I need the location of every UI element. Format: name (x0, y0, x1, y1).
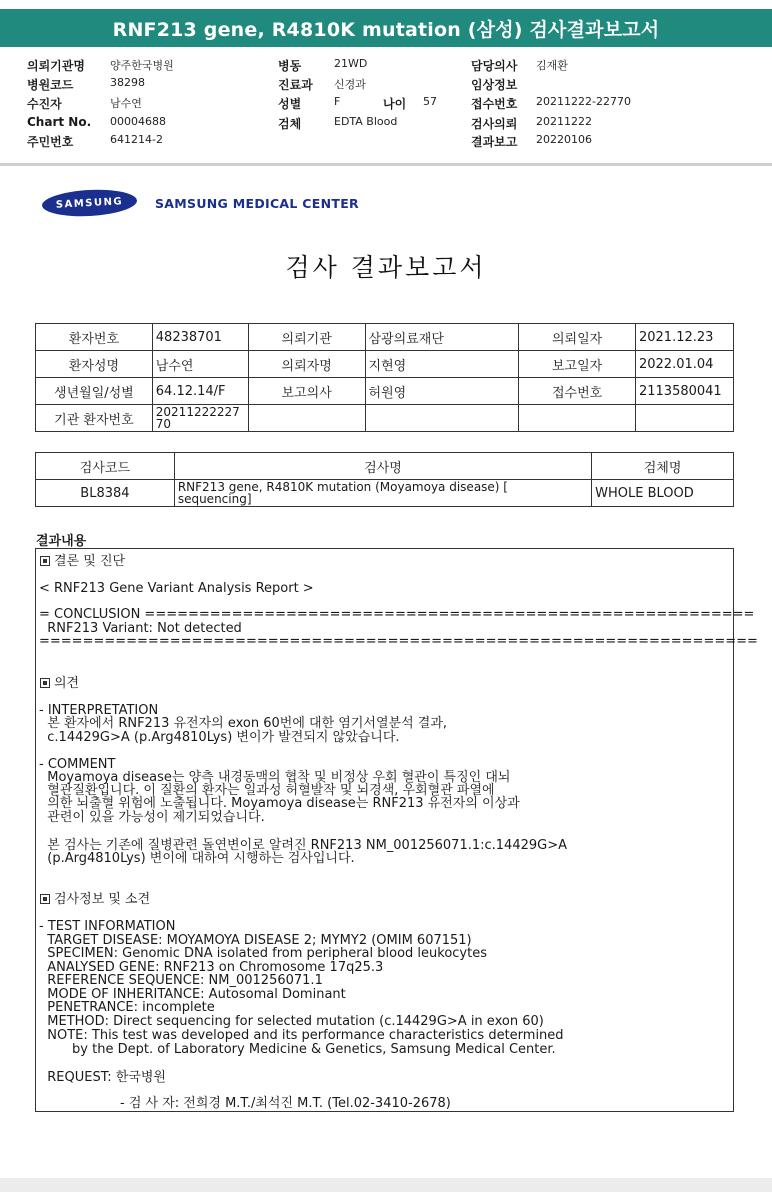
info-label: 검체 (278, 117, 302, 131)
text-line: 관련이 있을 가능성이 제기되었습니다. (39, 810, 265, 825)
report-title-text: RNF213 gene, R4810K mutation (삼성) 검사결과보고서 (112, 18, 660, 41)
info-value: 38298 (110, 76, 145, 89)
table-cell: 의뢰일자 (519, 324, 636, 351)
section-divider (0, 163, 772, 166)
info-label: 성별 (278, 97, 302, 111)
order-info-grid (0, 52, 772, 156)
table-row (36, 405, 734, 432)
test-info-table (35, 452, 734, 507)
table-cell-wrapped (152, 405, 248, 432)
text-line: by the Dept. of Laboratory Medicine & Genetics, Samsung Medical Center. (39, 1042, 556, 1057)
wrap-part: 70 (155, 417, 172, 431)
table-cell (248, 405, 365, 432)
age-value: 57 (423, 95, 437, 108)
info-label: 수진자 (27, 97, 62, 111)
info-value: 양주한국병원 (110, 59, 174, 72)
table-row (36, 480, 734, 507)
info-row (0, 57, 772, 75)
table-cell: 환자번호 (36, 324, 153, 351)
info-row (0, 115, 772, 133)
table-cell: WHOLE BLOOD (592, 480, 734, 507)
section-title (40, 555, 125, 568)
table-cell: 접수번호 (519, 378, 636, 405)
info-label: 병동 (278, 59, 302, 73)
info-label: 의뢰기관명 (27, 59, 85, 73)
info-label: 검사의뢰 (471, 117, 518, 131)
text-line: (p.Arg4810Lys) 변이에 대하여 시행하는 검사입니다. (39, 851, 355, 866)
table-cell: 보고일자 (519, 351, 636, 378)
samsung-wordmark: SAMSUNG (55, 195, 124, 211)
text-line: 본 환자에서 RNF213 유전자의 exon 60번에 대한 염기서열분석 결과, (39, 716, 448, 731)
info-label: 접수번호 (471, 97, 518, 111)
conclusion-line: = CONCLUSION ======================================================== (39, 607, 755, 622)
text-line: MODE OF INHERITANCE: Autosomal Dominant (39, 987, 346, 1002)
table-header-row (36, 453, 734, 480)
table-cell (519, 405, 636, 432)
section-title-text: 검사정보 및 소견 (54, 892, 151, 907)
text-line: REFERENCE SEQUENCE: NM_001256071.1 (39, 973, 323, 988)
table-row (36, 378, 734, 405)
samsung-logo (42, 188, 359, 218)
table-cell: 의뢰자명 (248, 351, 365, 378)
text-line: 의한 뇌출혈 위험에 노출됩니다. Moyamoya disease는 RNF213 유전자의 이상과 (39, 796, 520, 811)
table-cell: 지현영 (365, 351, 519, 378)
info-value: F (334, 95, 341, 108)
result-content-box (35, 548, 758, 1112)
table-cell: BL8384 (36, 480, 175, 507)
patient-info-table (35, 323, 734, 432)
info-row (0, 133, 772, 151)
bullet-square-icon (40, 678, 50, 688)
table-cell: 64.12.14/F (152, 378, 248, 405)
section-title-text: 결론 및 진단 (54, 554, 126, 569)
bullet-square-icon (40, 556, 50, 566)
section-title (40, 893, 150, 906)
table-cell: 2021.12.23 (635, 324, 733, 351)
table-row (36, 324, 734, 351)
info-label: 담당의사 (471, 59, 518, 73)
table-cell: 환자성명 (36, 351, 153, 378)
info-value: EDTA Blood (334, 115, 398, 128)
text-line: 혈관질환입니다. 이 질환의 환자는 일과성 허혈발작 및 뇌경색, 우회혈관 파열에 (39, 783, 495, 798)
section-title-text: 의견 (54, 676, 80, 691)
variant-line: RNF213 Variant: Not detected (39, 621, 242, 636)
text-line: Moyamoya disease는 양측 내경동맥의 협착 및 비정상 우회 혈관이 특징인 대뇌 (39, 770, 511, 785)
table-row (36, 351, 734, 378)
wrap-part: 20211222227 (155, 405, 240, 419)
text-line: - TEST INFORMATION (39, 919, 176, 934)
info-value: 21WD (334, 57, 368, 70)
request-line: REQUEST: 한국병원 (39, 1070, 166, 1085)
text-line: PENETRANCE: incomplete (39, 1000, 215, 1015)
wrap-part: RNF213 gene, R4810K mutation (Moyamoya disease) [ (177, 480, 508, 494)
table-cell: 48238701 (152, 324, 248, 351)
result-heading: 결과내용 (36, 534, 87, 549)
text-line: ANALYSED GENE: RNF213 on Chromosome 17q25.3 (39, 960, 384, 975)
table-cell: 2113580041 (635, 378, 733, 405)
info-value: 20211222-22770 (536, 95, 631, 108)
info-label: 결과보고 (471, 135, 518, 149)
text-line: - INTERPRETATION (39, 703, 159, 718)
info-label: 주민번호 (27, 135, 74, 149)
document-title: 검사 결과보고서 (285, 253, 487, 282)
text-line: TARGET DISEASE: MOYAMOYA DISEASE 2; MYMY2 (OMIM 607151) (39, 933, 472, 948)
wrap-part: sequencing] (177, 492, 252, 506)
separator-line: ================================================================== (39, 634, 758, 649)
info-row (0, 76, 772, 94)
table-cell-wrapped (174, 480, 591, 507)
report-name: < RNF213 Gene Variant Analysis Report > (39, 581, 314, 596)
table-cell: 기관 환자번호 (36, 405, 153, 432)
table-header: 검사코드 (36, 453, 175, 480)
table-cell (365, 405, 519, 432)
section-title (40, 677, 79, 690)
info-label: 진료과 (278, 78, 313, 92)
text-line: SPECIMEN: Genomic DNA isolated from peripheral blood leukocytes (39, 946, 487, 961)
info-row (0, 95, 772, 113)
table-cell: 2022.01.04 (635, 351, 733, 378)
table-cell: 보고의사 (248, 378, 365, 405)
info-value: 00004688 (110, 115, 166, 128)
text-line: - COMMENT (39, 757, 116, 772)
table-header: 검사명 (174, 453, 591, 480)
text-line: NOTE: This test was developed and its performance characteristics determined (39, 1028, 564, 1043)
examiner-line: - 검 사 자: 전희경 M.T./최석진 M.T. (Tel.02-3410-2678) (120, 1096, 451, 1111)
bullet-square-icon (40, 894, 50, 904)
center-name: SAMSUNG MEDICAL CENTER (155, 195, 359, 211)
text-line: 본 검사는 기존에 질병관련 돌연변이로 알려진 RNF213 NM_001256071.1:c.14429G>A (39, 838, 567, 853)
info-value: 20211222 (536, 115, 592, 128)
table-cell: 허원영 (365, 378, 519, 405)
info-value: 김재환 (536, 59, 568, 72)
info-value: 641214-2 (110, 133, 163, 146)
bottom-margin-bar (0, 1178, 772, 1192)
samsung-oval-logo (41, 188, 137, 219)
info-value: 20220106 (536, 133, 592, 146)
table-cell: 생년월일/성별 (36, 378, 153, 405)
table-cell (635, 405, 733, 432)
table-cell: 의뢰기관 (248, 324, 365, 351)
age-label: 나이 (383, 97, 407, 111)
info-value: 신경과 (334, 78, 366, 91)
info-label: 병원코드 (27, 78, 74, 92)
report-title-bar (0, 9, 772, 47)
text-line: METHOD: Direct sequencing for selected mutation (c.14429G>A in exon 60) (39, 1014, 544, 1029)
info-label: 임상정보 (471, 78, 518, 92)
table-header: 검체명 (592, 453, 734, 480)
table-cell: 삼광의료재단 (365, 324, 519, 351)
info-value: 남수연 (110, 97, 142, 110)
table-cell: 남수연 (152, 351, 248, 378)
text-line: c.14429G>A (p.Arg4810Lys) 변이가 발견되지 않았습니다. (39, 730, 400, 745)
info-label: Chart No. (27, 115, 92, 129)
